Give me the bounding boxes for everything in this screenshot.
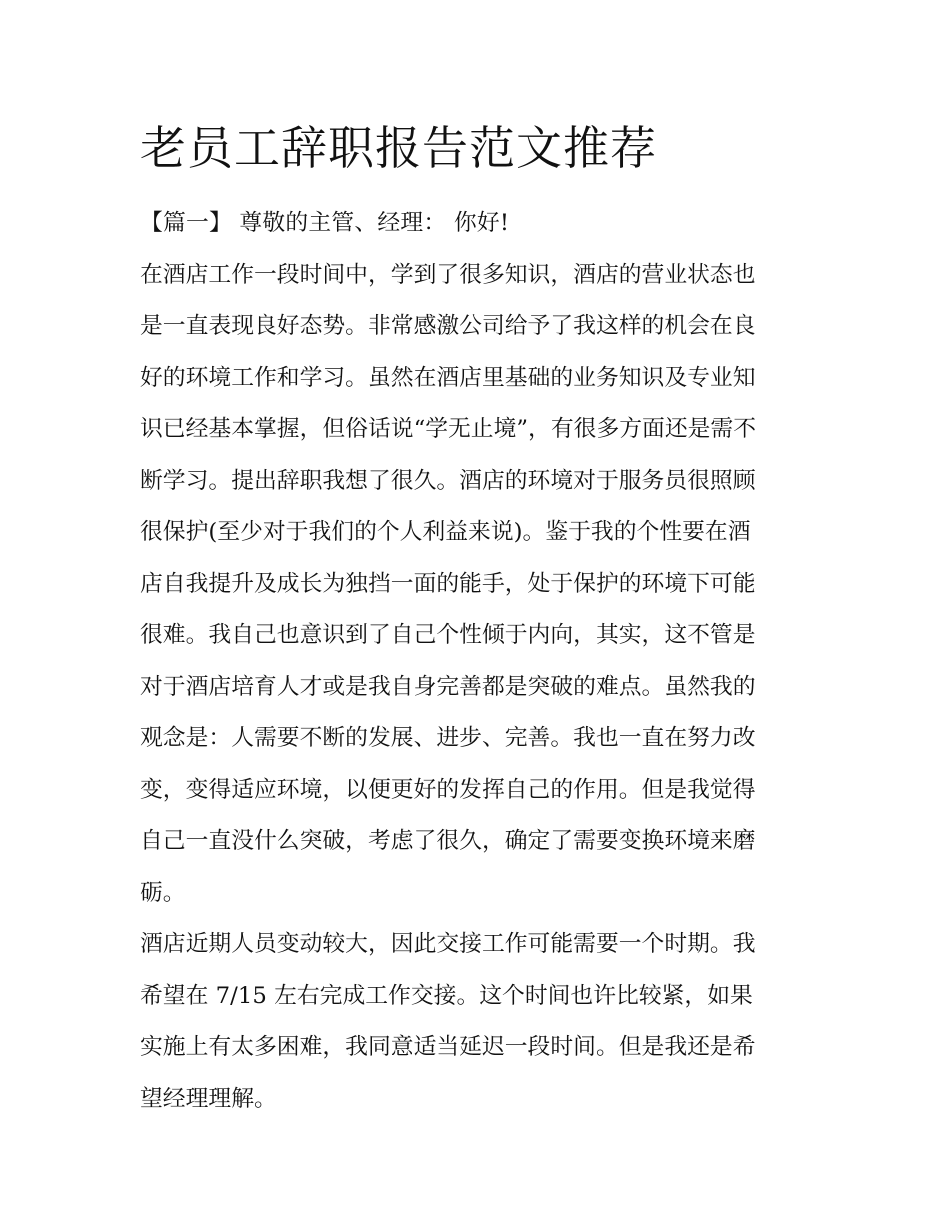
salutation-line: 【篇一】 尊敬的主管、经理： 你好! bbox=[140, 210, 510, 236]
body-line: 望经理理解。 bbox=[140, 1085, 277, 1112]
body-line: 实施上有太多困难，我同意适当延迟一段时间。但是我还是希 bbox=[140, 1034, 756, 1060]
body-line: 在酒店工作一段时间中，学到了很多知识，酒店的营业状态也 bbox=[140, 261, 756, 288]
body-line: 希望在 7/15 左右完成工作交接。这个时间也许比较紧，如果 bbox=[140, 982, 753, 1009]
body-line: 是一直表现良好态势。非常感激公司给予了我这样的机会在良 bbox=[140, 313, 756, 339]
body-line: 观念是：人需要不断的发展、进步、完善。我也一直在努力改 bbox=[140, 725, 756, 751]
body-line: 很保护(至少对于我们的个人利益来说)。鉴于我的个性要在酒 bbox=[140, 519, 751, 545]
body-line: 酒店近期人员变动较大，因此交接工作可能需要一个时期。我 bbox=[140, 931, 756, 957]
body-line: 识已经基本掌握，但俗话说“学无止境”，有很多方面还是需不 bbox=[140, 416, 757, 442]
body-line: 砺。 bbox=[140, 879, 186, 906]
document-title: 老员工辞职报告范文推荐 bbox=[140, 121, 657, 175]
body-line: 断学习。提出辞职我想了很久。酒店的环境对于服务员很照顾 bbox=[140, 467, 756, 494]
body-line: 好的环境工作和学习。虽然在酒店里基础的业务知识及专业知 bbox=[140, 364, 756, 391]
document-body bbox=[140, 198, 812, 1125]
body-line: 变，变得适应环境，以便更好的发挥自己的作用。但是我觉得 bbox=[140, 776, 756, 803]
body-line: 很难。我自己也意识到了自己个性倾于内向，其实，这不管是 bbox=[140, 622, 756, 648]
body-line: 对于酒店培育人才或是我自身完善都是突破的难点。虽然我的 bbox=[140, 673, 756, 700]
body-line: 店自我提升及成长为独挡一面的能手，处于保护的环境下可能 bbox=[140, 570, 756, 597]
body-line: 自己一直没什么突破，考虑了很久，确定了需要变换环境来磨 bbox=[140, 828, 756, 854]
